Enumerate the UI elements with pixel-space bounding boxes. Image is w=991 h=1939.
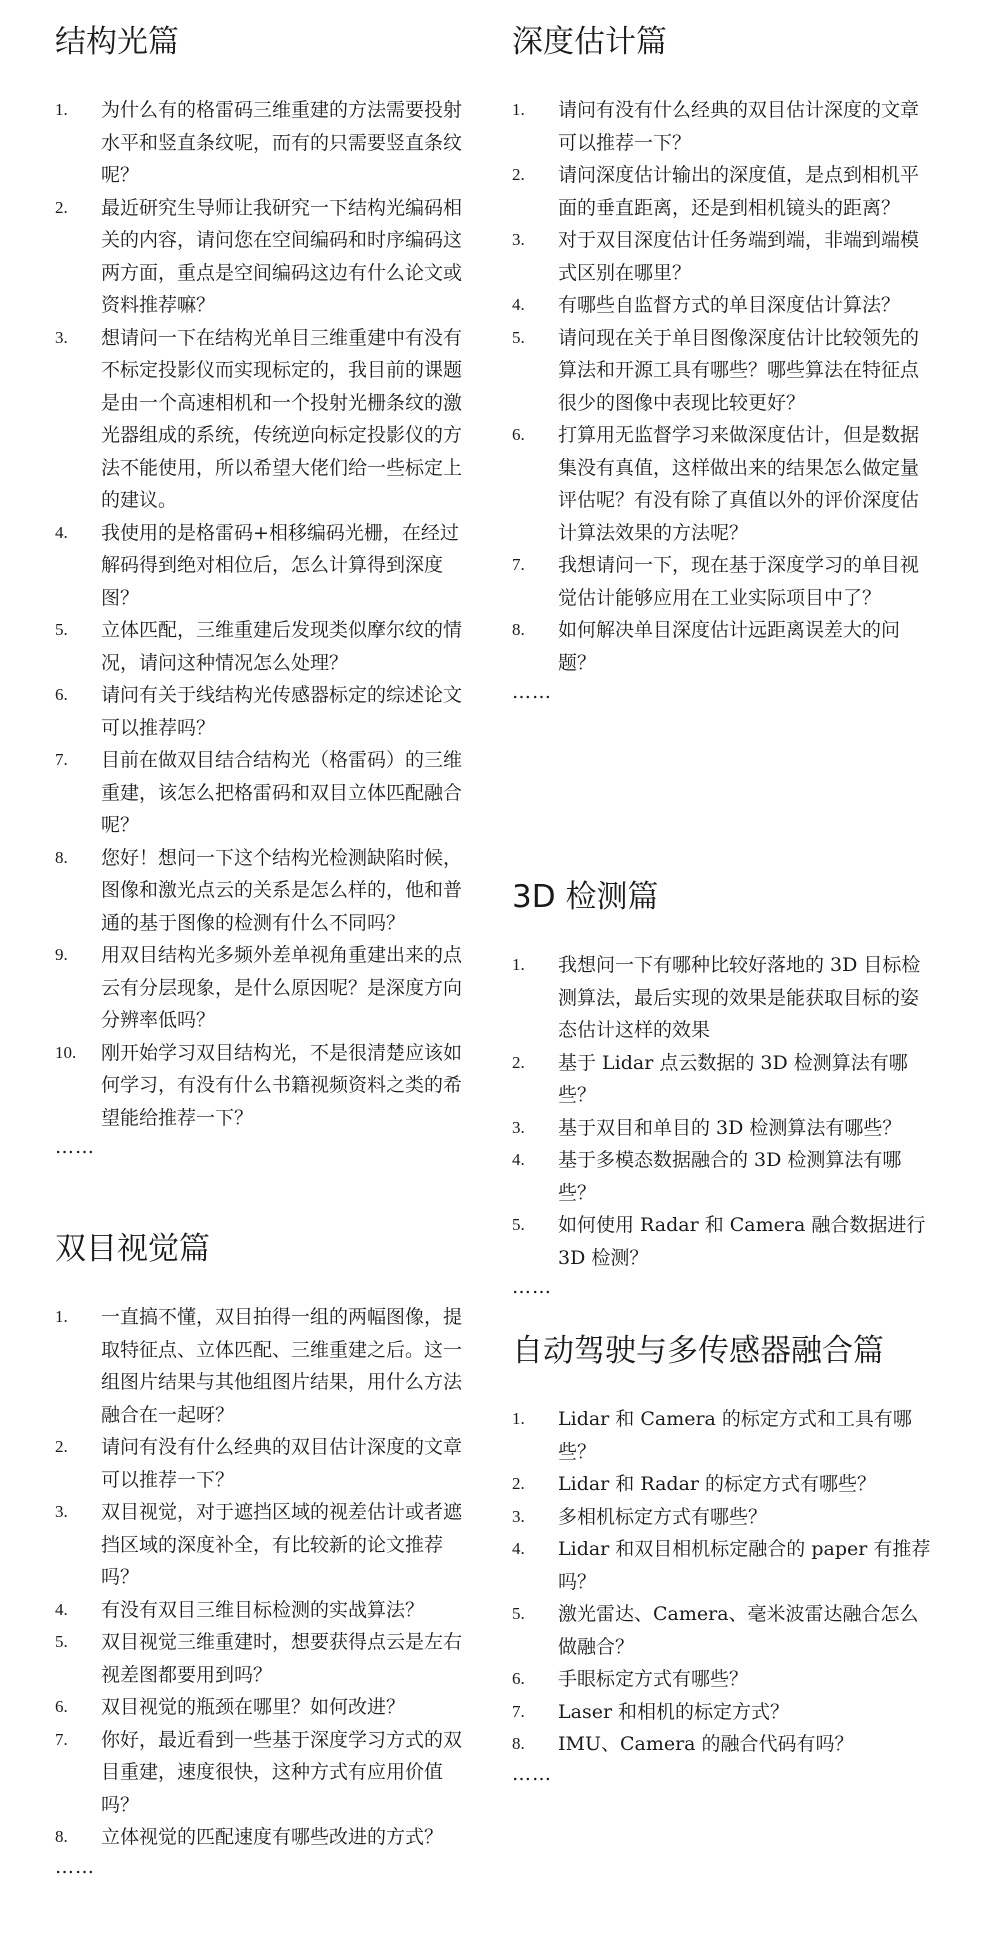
item-text: 手眼标定方式有哪些？ (558, 1668, 749, 1690)
question-item (55, 1037, 475, 1135)
item-number: 6. (512, 425, 525, 444)
question-list (512, 949, 932, 1274)
ellipsis: …… (55, 1855, 95, 1878)
item-number: 1. (512, 955, 525, 974)
item-text: 多相机标定方式有哪些？ (558, 1505, 768, 1528)
item-number: 1. (55, 100, 68, 119)
question-item (55, 1496, 475, 1594)
item-number: 5. (512, 1604, 525, 1623)
question-item (512, 1663, 932, 1696)
question-item (55, 1724, 475, 1822)
item-number: 6. (55, 1697, 68, 1716)
item-text: 刚开始学习双目结构光，不是很清楚应该如何学习，有没有什么书籍视频资料之类的希望能给推荐一下？ (101, 1041, 463, 1129)
item-text: Lidar 和 Camera 的标定方式和工具有哪些？ (558, 1408, 912, 1463)
item-number: 4. (512, 1150, 525, 1169)
question-item (55, 1626, 475, 1691)
question-item (512, 1047, 932, 1112)
item-text: Laser 和相机的标定方式？ (558, 1700, 790, 1723)
question-list (55, 94, 475, 1134)
item-number: 7. (512, 555, 525, 574)
question-item (55, 94, 475, 192)
item-number: 4. (512, 1539, 525, 1558)
question-item (512, 419, 932, 549)
item-text: 基于双目和单目的 3D 检测算法有哪些？ (558, 1116, 902, 1139)
item-number: 2. (55, 197, 68, 217)
question-item (512, 322, 932, 420)
item-number: 8. (512, 1734, 525, 1753)
section-title: 深度估计篇 (512, 24, 667, 60)
item-number: 4. (512, 295, 525, 314)
item-text: 打算用无监督学习来做深度估计，但是数据集没有真值，这样做出来的结果怎么做定量评估呢？有没有除了真值以外的评价深度估计算法效果的方法呢？ (558, 424, 920, 544)
question-item (512, 1144, 932, 1209)
item-text: 基于多模态数据融合的 3D 检测算法有哪些？ (558, 1149, 902, 1204)
item-number: 2. (512, 1052, 525, 1072)
item-text: 我想请问一下，现在基于深度学习的单目视觉估计能够应用在工业实际项目中了？ (558, 554, 920, 609)
item-text: 我使用的是格雷码+相移编码光栅，在经过解码得到绝对相位后，怎么计算得到深度图？ (101, 521, 459, 609)
question-item (512, 1501, 932, 1534)
item-number: 2. (512, 165, 525, 184)
item-text: 有没有双目三维目标检测的实战算法？ (101, 1598, 425, 1621)
section-3d-detection (512, 877, 932, 1300)
item-number: 6. (55, 685, 68, 704)
question-item (55, 192, 475, 322)
item-number: 6. (512, 1669, 525, 1688)
item-text: 双目视觉的瓶颈在哪里？如何改进？ (101, 1696, 406, 1718)
section-binocular-vision (55, 1229, 475, 1880)
item-number: 3. (512, 230, 525, 249)
item-text: 我想问一下有哪种比较好落地的 3D 目标检测算法，最后实现的效果是能获取目标的姿态估计这样的效果 (558, 954, 921, 1041)
question-item (512, 1468, 932, 1501)
item-number: 5. (55, 1632, 68, 1651)
item-text: Lidar 和双目相机标定融合的 paper 有推荐吗？ (558, 1538, 931, 1593)
question-item (55, 1594, 475, 1627)
question-item (55, 842, 475, 940)
item-text: 请问有关于线结构光传感器标定的综述论文可以推荐吗？ (101, 684, 463, 739)
ellipsis: …… (512, 1762, 552, 1785)
question-item (512, 1598, 932, 1663)
item-number: 5. (512, 1215, 525, 1234)
question-item (512, 159, 932, 224)
item-text: 对于双目深度估计任务端到端，非端到端模式区别在哪里？ (558, 229, 920, 284)
item-text: 请问有没有什么经典的双目估计深度的文章可以推荐一下？ (558, 99, 920, 154)
item-text: 请问有没有什么经典的双目估计深度的文章可以推荐一下？ (101, 1436, 463, 1491)
question-item (55, 614, 475, 679)
question-list (512, 1403, 932, 1761)
item-text: 你好，最近看到一些基于深度学习方式的双目重建，速度很快，这种方式有应用价值吗？ (101, 1728, 463, 1816)
question-list (55, 1301, 475, 1854)
question-item (512, 614, 932, 679)
question-item (512, 1209, 932, 1274)
question-item (55, 744, 475, 842)
item-number: 1. (512, 100, 525, 119)
item-text: 一直搞不懂，双目拍得一组的两幅图像，提取特征点、立体匹配、三维重建之后。这一组图片结果与其他组图片结果，用什么方法融合在一起呀？ (101, 1306, 463, 1426)
item-text: 激光雷达、Camera、毫米波雷达融合怎么做融合？ (558, 1603, 919, 1658)
section-autonomous-driving (512, 1331, 932, 1787)
question-item (512, 94, 932, 159)
section-title: 3D 检测篇 (512, 879, 659, 915)
question-item (512, 1728, 932, 1761)
section-structured-light (55, 22, 475, 1160)
item-text: 有哪些自监督方式的单目深度估计算法？ (558, 294, 901, 316)
question-item (512, 1696, 932, 1729)
question-item (55, 1301, 475, 1431)
item-number: 9. (55, 945, 68, 964)
item-text: 您好！想问一下这个结构光检测缺陷时候，图像和激光点云的关系是怎么样的，他和普通的基于图像的检测有什么不同吗？ (101, 846, 463, 934)
item-text: 请问现在关于单目图像深度估计比较领先的算法和开源工具有哪些？哪些算法在特征点很少的图像中表现比较更好？ (558, 326, 920, 414)
question-item (512, 289, 932, 322)
item-text: 如何解决单目深度估计远距离误差大的问题？ (558, 619, 901, 674)
item-text: 双目视觉，对于遮挡区域的视差估计或者遮挡区域的深度补全，有比较新的论文推荐吗？ (101, 1501, 463, 1588)
item-text: IMU、Camera 的融合代码有吗？ (558, 1733, 854, 1755)
item-text: 立体视觉的匹配速度有哪些改进的方式？ (101, 1826, 444, 1848)
item-text: Lidar 和 Radar 的标定方式有哪些？ (558, 1473, 877, 1495)
item-text: 想请问一下在结构光单目三维重建中有没有不标定投影仪而实现标定的，我目前的课题是由一个高速相机和一个投射光栅条纹的激光器组成的系统，传统逆向标定投影仪的方法不能使用，所以希望大佬们给一些标定上的建议。 (101, 326, 463, 511)
ellipsis: …… (512, 681, 552, 703)
section-title: 双目视觉篇 (55, 1231, 210, 1267)
item-number: 5. (512, 327, 525, 347)
ellipsis: …… (512, 1276, 552, 1298)
section-title: 结构光篇 (55, 24, 179, 60)
item-number: 3. (512, 1506, 525, 1526)
question-item (55, 1431, 475, 1496)
ellipsis: …… (55, 1136, 95, 1158)
item-text: 基于 Lidar 点云数据的 3D 检测算法有哪些？ (558, 1051, 908, 1106)
question-item (55, 939, 475, 1037)
item-number: 3. (55, 1502, 68, 1521)
item-number: 2. (55, 1437, 68, 1456)
item-number: 2. (512, 1474, 525, 1493)
question-item (512, 224, 932, 289)
item-number: 8. (55, 1827, 68, 1846)
question-item (55, 322, 475, 517)
question-item (512, 1403, 932, 1468)
item-text: 双目视觉三维重建时，想要获得点云是左右视差图都要用到吗？ (101, 1631, 463, 1686)
item-number: 4. (55, 1599, 68, 1619)
item-number: 7. (55, 1729, 68, 1749)
question-item (55, 1691, 475, 1724)
question-item (512, 1533, 932, 1598)
item-number: 1. (512, 1409, 525, 1428)
item-text: 请问深度估计输出的深度值，是点到相机平面的垂直距离，还是到相机镜头的距离？ (558, 164, 920, 219)
question-item (512, 549, 932, 614)
item-number: 5. (55, 620, 68, 639)
question-list (512, 94, 932, 679)
item-text: 为什么有的格雷码三维重建的方法需要投射水平和竖直条纹呢，而有的只需要竖直条纹呢？ (101, 99, 463, 186)
item-number: 3. (512, 1117, 525, 1137)
item-text: 最近研究生导师让我研究一下结构光编码相关的内容，请问您在空间编码和时序编码这两方面，重点是空间编码这边有什么论文或资料推荐嘛？ (101, 196, 463, 316)
item-number: 8. (512, 620, 525, 639)
item-number: 8. (55, 847, 68, 867)
question-item (512, 949, 932, 1047)
question-item (55, 679, 475, 744)
question-item (55, 517, 475, 615)
item-number: 7. (55, 750, 68, 769)
item-text: 如何使用 Radar 和 Camera 融合数据进行 3D 检测？ (558, 1214, 926, 1269)
item-number: 1. (55, 1307, 68, 1326)
item-text: 目前在做双目结合结构光（格雷码）的三维重建，该怎么把格雷码和双目立体匹配融合呢？ (101, 749, 463, 836)
question-item (512, 1112, 932, 1145)
section-title: 自动驾驶与多传感器融合篇 (512, 1333, 884, 1369)
question-item (55, 1821, 475, 1854)
item-number: 10. (55, 1042, 77, 1062)
item-text: 立体匹配，三维重建后发现类似摩尔纹的情况，请问这种情况怎么处理？ (101, 619, 463, 674)
item-number: 4. (55, 522, 68, 542)
item-number: 3. (55, 327, 68, 347)
item-text: 用双目结构光多频外差单视角重建出来的点云有分层现象，是什么原因呢？是深度方向分辨率低吗？ (101, 944, 463, 1031)
item-number: 7. (512, 1701, 525, 1721)
section-depth-estimation (512, 22, 932, 705)
